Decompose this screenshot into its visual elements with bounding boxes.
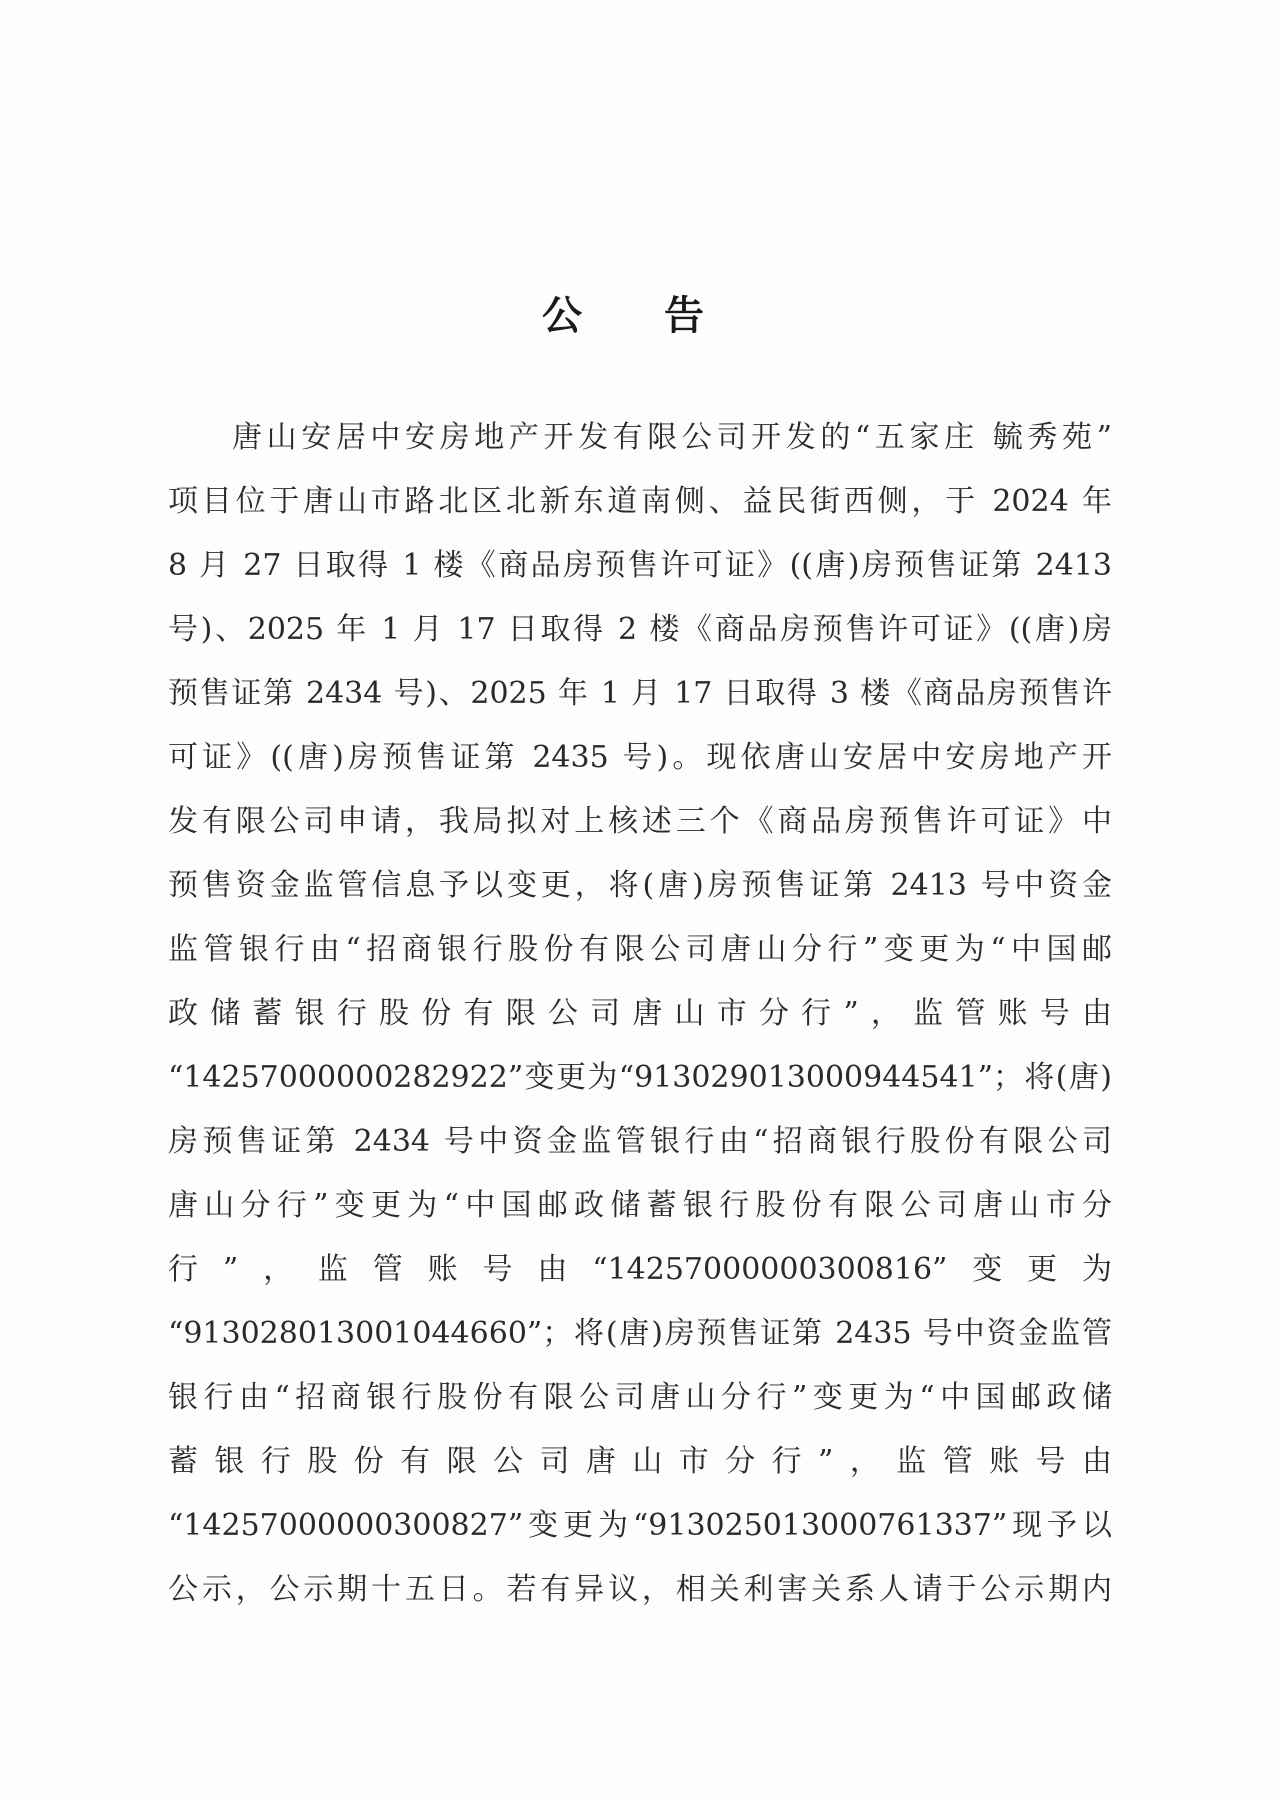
paragraph-line: 项目位于唐山市路北区北新东道南侧、益民街西侧，于 2024 年 — [168, 484, 1112, 519]
page-title: 公 告 — [542, 292, 738, 339]
paragraph-line: 号)、2025 年 1 月 17 日取得 2 楼《商品房预售许可证》((唐)房 — [168, 612, 1112, 647]
paragraph-line: “913028013001044660”；将(唐)房预售证第 2435 号中资金监管 — [168, 1316, 1112, 1351]
paragraph-line: “14257000000282922”变更为“913029013000944541”；将(唐) — [168, 1060, 1112, 1095]
paragraph-line: 预售证第 2434 号)、2025 年 1 月 17 日取得 3 楼《商品房预售许 — [168, 676, 1112, 711]
paragraph-line: 行”，监管账号由“14257000000300816”变更为 — [168, 1252, 1112, 1287]
paragraph-line: 蓄银行股份有限公司唐山市分行”，监管账号由 — [168, 1444, 1112, 1479]
paragraph-line: 可证》((唐)房预售证第 2435 号)。现依唐山安居中安房地产开 — [168, 740, 1112, 775]
paragraph-line: 公示，公示期十五日。若有异议，相关利害关系人请于公示期内 — [168, 1572, 1112, 1607]
paragraph-line: 唐山安居中安房地产开发有限公司开发的“五家庄 毓秀苑” — [232, 420, 1112, 455]
paragraph-line: 房预售证第 2434 号中资金监管银行由“招商银行股份有限公司 — [168, 1124, 1112, 1159]
paragraph-line: 银行由“招商银行股份有限公司唐山分行”变更为“中国邮政储 — [168, 1380, 1112, 1415]
paragraph-line: 唐山分行”变更为“中国邮政储蓄银行股份有限公司唐山市分 — [168, 1188, 1112, 1223]
paragraph-line: 政储蓄银行股份有限公司唐山市分行”，监管账号由 — [168, 996, 1112, 1031]
paragraph-line: 8 月 27 日取得 1 楼《商品房预售许可证》((唐)房预售证第 2413 — [168, 548, 1112, 583]
paragraph-line: 监管银行由“招商银行股份有限公司唐山分行”变更为“中国邮 — [168, 932, 1112, 967]
announcement-body — [168, 406, 1112, 1622]
paragraph-line: 预售资金监管信息予以变更，将(唐)房预售证第 2413 号中资金 — [168, 868, 1112, 903]
paragraph-line: 发有限公司申请，我局拟对上核述三个《商品房预售许可证》中 — [168, 804, 1112, 839]
paragraph-line: “14257000000300827”变更为“913025013000761337”现予以 — [168, 1508, 1112, 1543]
